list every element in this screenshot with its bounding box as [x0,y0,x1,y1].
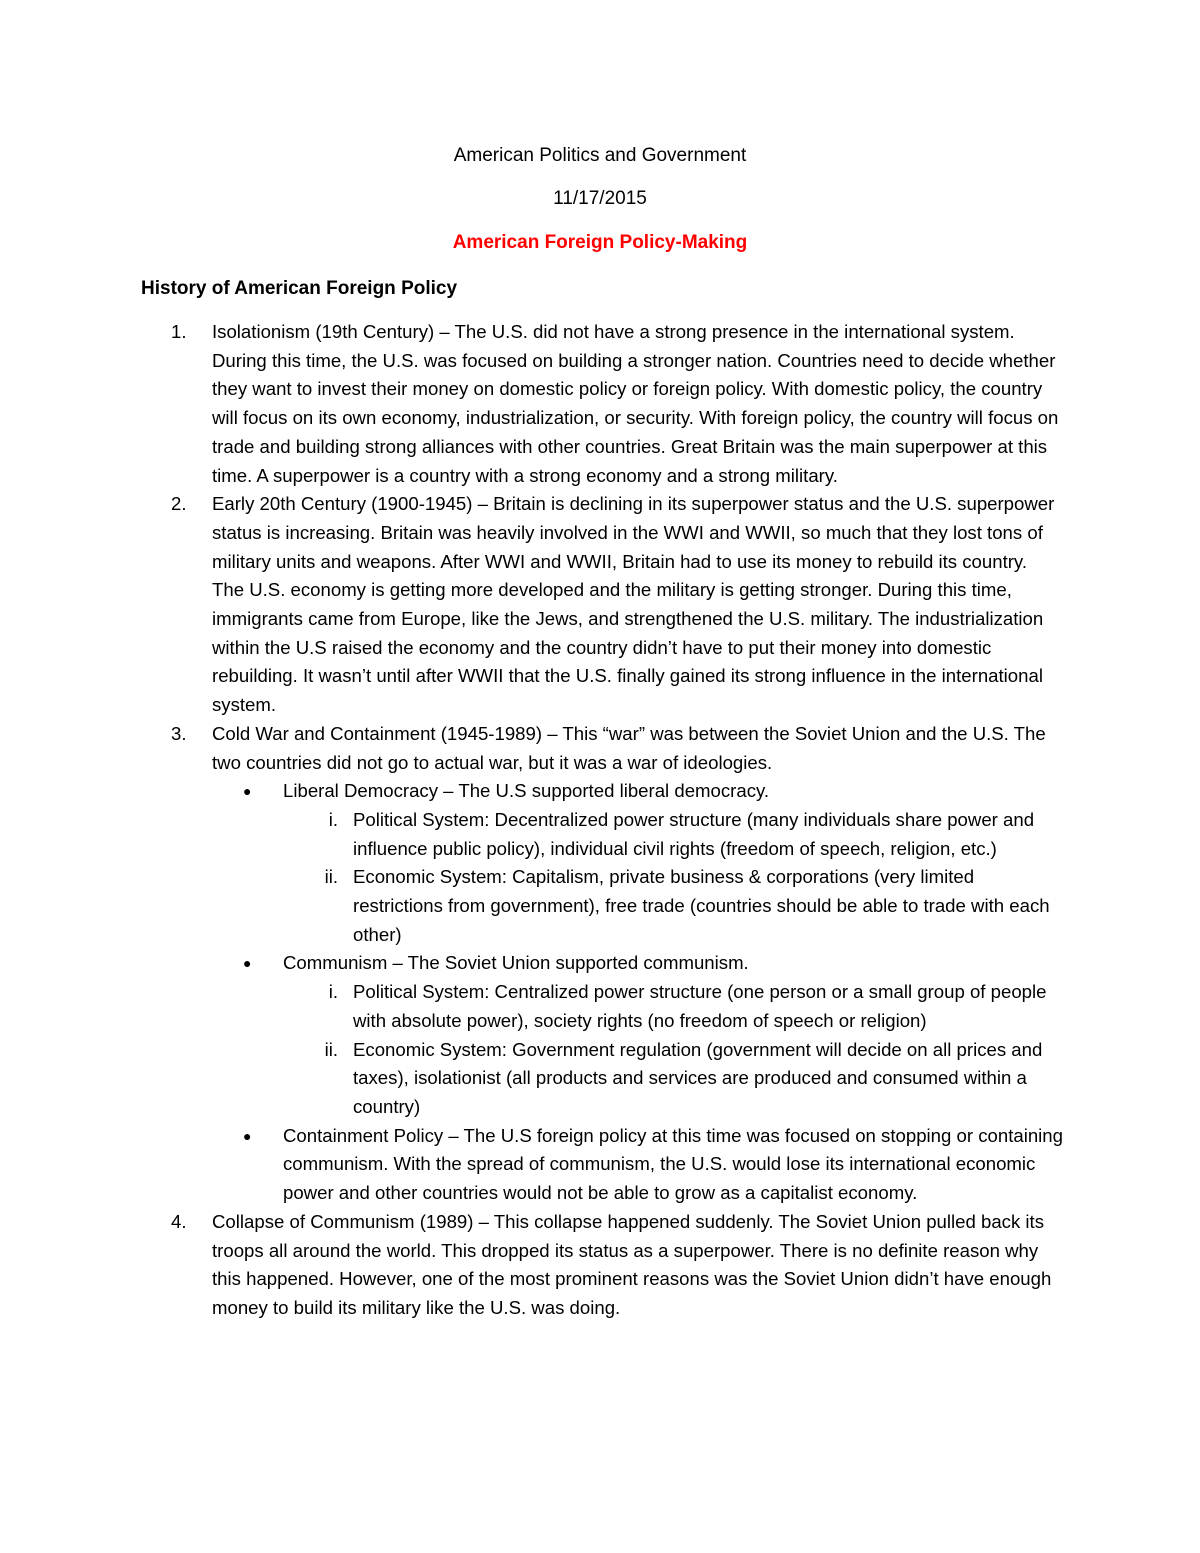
list-item-number: 3. [171,722,187,744]
bullet-item [243,777,1063,806]
list-item-text: Isolationism (19th Century) – The U.S. did not have a strong presence in the international system. During this time, the U.S. was focused on building a stronger nation. Countries need to decide whether they want to invest their money on domestic policy or foreign policy. With domestic policy, the country will focus on its own economy, industrialization, or security. With foreign policy, the country will focus on trade and building strong alliances with other countries. Great Britain was the main superpower at this time. A superpower is a country with a strong economy and a strong military. [212,321,1059,486]
sub-item-text: Economic System: Government regulation (government will decide on all prices and taxes), isolationist (all products and services are produced and consumed within a country) [353,1038,1043,1117]
list-item [171,318,1062,490]
bullet-icon: ● [243,1127,252,1144]
sub-item [324,863,1063,949]
list-item [171,490,1062,720]
list-item-text: Early 20th Century (1900-1945) – Britain is declining in its superpower status and the U.S. superpower status is increasing. Britain was heavily involved in the WWI and WWII, so much that they lost tons of military units and weapons. After WWI and WWII, Britain had to use its money to rebuild its country. The U.S. economy is getting more developed and the military is getting stronger. During this time, immigrants came from Europe, like the Jews, and strengthened the U.S. military. The industrialization within the U.S raised the economy and the country didn’t have to put their money into domestic rebuilding. It wasn’t until after WWII that the U.S. finally gained its strong influence in the international system. [212,493,1055,716]
document-title: American Politics and Government [453,145,747,166]
list-item-number: 1. [171,321,187,342]
sub-item-numeral: ii. [324,866,338,888]
bullet-icon: ● [243,955,252,972]
section-heading: History of American Foreign Policy [141,278,458,299]
sub-item [324,1036,1063,1122]
sub-item-text: Economic System: Capitalism, private business & corporations (very limited restrictions from government), free trade (countries should be able to trade with each other) [353,866,1050,945]
list-item [171,720,1062,777]
sub-item [328,978,1063,1035]
bullet-item-text: Communism – The Soviet Union supported communism. [283,952,749,974]
list-item-text: Cold War and Containment (1945-1989) – This “war” was between the Soviet Union and the U.S. The two countries did not go to actual war, but it was a war of ideologies. [212,722,1046,773]
sub-item-numeral: i. [328,808,338,830]
list-item-text: Collapse of Communism (1989) – This collapse happened suddenly. The Soviet Union pulled back its troops all around the world. This dropped its status as a superpower. There is no definite reason why this happened. However, one of the most prominent reasons was the Soviet Union didn’t have enough money to build its military like the U.S. was doing. [212,1210,1052,1318]
bullet-icon: ● [243,783,252,800]
numbered-list [0,318,1200,1323]
list-item-number: 4. [171,1210,187,1232]
sub-item-text: Political System: Centralized power structure (one person or a small group of people with absolute power), society rights (no freedom of speech or religion) [353,981,1047,1031]
sub-item-numeral: ii. [324,1038,338,1060]
sub-item [328,806,1063,863]
list-item [171,1208,1062,1323]
sub-item-numeral: i. [328,981,338,1003]
document-date: 11/17/2015 [553,188,647,209]
bullet-item-text: Containment Policy – The U.S foreign policy at this time was focused on stopping or containing communism. With the spread of communism, the U.S. would lose its international economic power and other countries would not be able to grow as a capitalist economy. [283,1124,1063,1204]
document-heading: American Foreign Policy-Making [452,232,748,253]
list-item-number: 2. [171,493,187,515]
bullet-item-text: Liberal Democracy – The U.S supported liberal democracy. [283,780,770,802]
bullet-item [243,949,1063,978]
sub-item-text: Political System: Decentralized power structure (many individuals share power and influence public policy), individual civil rights (freedom of speech, religion, etc.) [353,808,1035,859]
bullet-item [243,1122,1063,1208]
